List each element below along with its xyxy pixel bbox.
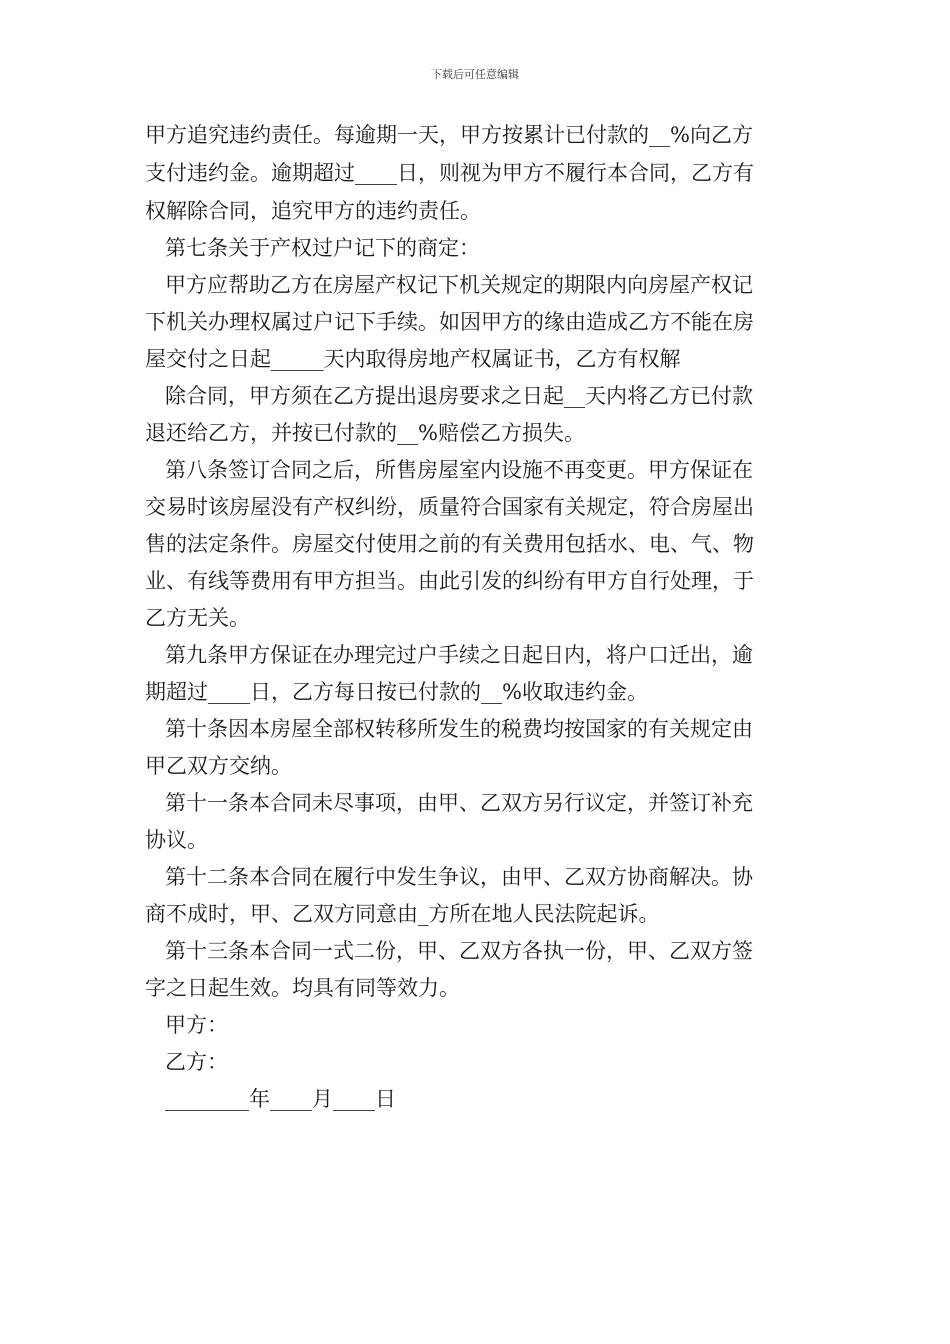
- text-line: 第十一条本合同未尽事项，由甲、乙双方另行议定，并签订补充: [165, 791, 753, 815]
- text-line: 第十条因本房屋全部权转移所发生的税费均按国家的有关规定由: [165, 717, 753, 741]
- text-line: 权解除合同，追究甲方的违约责任。: [145, 199, 481, 223]
- text-line: 甲方应帮助乙方在房屋产权记下机关规定的期限内向房屋产权记: [165, 273, 753, 297]
- text-line: 第八条签订合同之后，所售房屋室内设施不再变更。甲方保证在: [165, 458, 753, 482]
- text-line: 业、有线等费用有甲方担当。由此引发的纠纷有甲方自行处理，于: [145, 569, 754, 593]
- party-a-signature-label: 甲方：: [165, 1013, 228, 1037]
- page-header: 下载后可任意编辑: [431, 68, 519, 81]
- text-line: 屋交付之日起_____天内取得房地产权属证书，乙方有权解: [145, 347, 681, 371]
- section-heading: 第七条关于产权过户记下的商定：: [165, 236, 480, 260]
- text-line: 下机关办理权属过户记下手续。如因甲方的缘由造成乙方不能在房: [145, 310, 754, 334]
- text-line: 第十三条本合同一式二份，甲、乙双方各执一份，甲、乙双方签: [165, 939, 753, 963]
- text-line: 协议。: [145, 828, 208, 852]
- text-line: 除合同，甲方须在乙方提出退房要求之日起__天内将乙方已付款: [165, 384, 753, 408]
- date-line: ________年____月____日: [165, 1087, 396, 1111]
- text-line: 支付违约金。逾期超过____日，则视为甲方不履行本合同，乙方有: [145, 161, 754, 185]
- text-line: 交易时该房屋没有产权纠纷，质量符合国家有关规定，符合房屋出: [145, 495, 754, 519]
- text-line: 第十二条本合同在履行中发生争议，由甲、乙双方协商解决。协: [165, 865, 753, 889]
- text-line: 退还给乙方，并按已付款的__%赔偿乙方损失。: [145, 421, 585, 445]
- text-line: 商不成时，甲、乙双方同意由_方所在地人民法院起诉。: [145, 902, 660, 926]
- text-line: 字之日起生效。均具有同等效力。: [145, 976, 460, 1000]
- text-line: 第九条甲方保证在办理完过户手续之日起日内，将户口迁出，逾: [165, 643, 753, 667]
- text-line: 甲乙双方交纳。: [145, 754, 292, 778]
- text-line: 乙方无关。: [145, 606, 250, 630]
- party-b-signature-label: 乙方：: [165, 1050, 228, 1074]
- text-line: 期超过____日，乙方每日按已付款的__%收取违约金。: [145, 680, 648, 704]
- text-line: 甲方追究违约责任。每逾期一天，甲方按累计已付款的__%向乙方: [145, 123, 753, 147]
- text-line: 售的法定条件。房屋交付使用之前的有关费用包括水、电、气、物: [145, 532, 754, 556]
